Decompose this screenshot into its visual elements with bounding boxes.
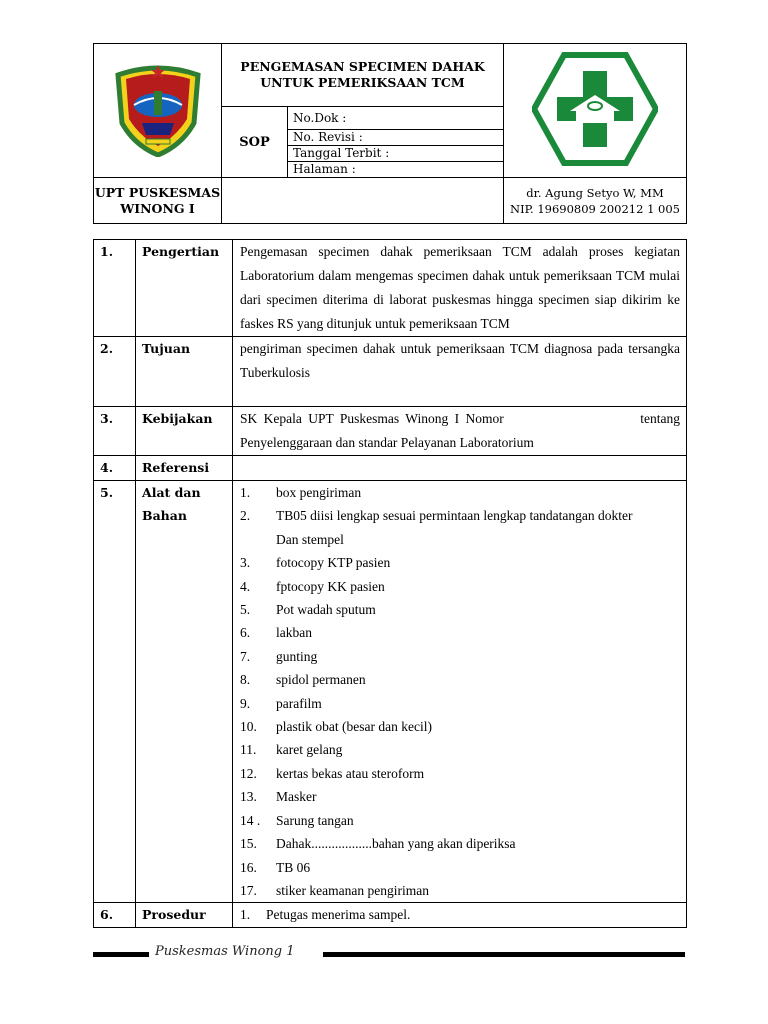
section-label: Prosedur [136, 903, 233, 928]
puskesmas-logo-icon [532, 51, 658, 167]
list-item-text: Sarung tangan [276, 812, 354, 828]
list-item-text: box pengiriman [276, 485, 362, 500]
list-item-text: kertas bekas atau steroform [276, 765, 425, 781]
table-row [94, 903, 687, 928]
section-label: Referensi [136, 456, 233, 481]
table-row [94, 337, 687, 407]
footer-rule-right [323, 952, 685, 957]
list-item [240, 785, 680, 808]
table-row [94, 407, 687, 456]
section-label: Alat dan Bahan [136, 481, 233, 903]
regency-logo-cell [94, 44, 222, 178]
section-number: 2. [94, 337, 136, 407]
section-text: Pengemasan specimen dahak pemeriksaan TCM adalah proses kegiatan Laboratorium dalam mengemas specimen dahak untuk pemeriksaan TCM mulai dari specimen diterima di laborat puskesmas hingga specimen siap dikirim ke faskes RS yang ditunjuk untuk pemeriksaan TCM [233, 240, 687, 337]
section-list [233, 481, 687, 903]
list-item-number: 2. [240, 508, 251, 524]
list-item-text: plastik obat (besar dan kecil) [276, 719, 432, 735]
list-item-text: stiker keamanan pengiriman [276, 882, 429, 898]
materials-list [240, 481, 680, 902]
list-item [240, 668, 680, 691]
list-item-number: 13. [240, 789, 257, 805]
list-item [240, 645, 680, 668]
list-item-text: fotocopy KTP pasien [276, 555, 391, 571]
list-item-number: 9. [240, 695, 251, 711]
table-row [94, 240, 687, 337]
empty-cell [222, 178, 504, 224]
footer-rule-left [93, 952, 149, 957]
list-item [240, 879, 680, 902]
page-footer [93, 940, 687, 968]
section-label: Pengertian [136, 240, 233, 337]
section-text [233, 456, 687, 481]
list-item-text: Dahak..................bahan yang akan diperiksa [276, 836, 516, 852]
list-item-text: lakban [276, 625, 312, 641]
list-item [240, 856, 680, 879]
meta-no-dok: No.Dok : [288, 107, 504, 130]
signatory-name: dr. Agung Setyo W, MM [526, 185, 664, 200]
list-item [240, 621, 680, 644]
list-item-text: TB 06 [276, 859, 311, 875]
list-item-text: Dan stempel [276, 531, 344, 547]
organization-name: UPT PUSKESMAS WINONG I [94, 178, 222, 224]
list-item-text: fptocopy KK pasien [276, 578, 385, 594]
list-item [240, 575, 680, 598]
list-item-number: 17. [240, 882, 257, 898]
signatory-nip: NIP. 19690809 200212 1 005 [510, 201, 680, 216]
list-item-text: karet gelang [276, 742, 343, 758]
list-item [240, 832, 680, 855]
list-item-number: 5. [240, 602, 251, 618]
list-item-number: 1. [240, 485, 251, 500]
list-item-text: gunting [276, 648, 318, 664]
puskesmas-logo-cell [504, 44, 687, 178]
list-item-number: 7. [240, 648, 251, 664]
list-item [240, 481, 680, 504]
sop-label: SOP [222, 107, 288, 178]
policy-line-1: SK Kepala UPT Puskesmas Winong I Nomor [240, 411, 504, 426]
list-item-number: 15. [240, 836, 257, 852]
regency-emblem-icon [112, 61, 204, 157]
list-item [240, 762, 680, 785]
footer-text: Puskesmas Winong 1 [155, 944, 295, 959]
section-text [233, 407, 687, 456]
list-item-text: parafilm [276, 695, 322, 711]
list-item-text: Masker [276, 789, 317, 805]
list-item [240, 692, 680, 715]
section-number: 1. [94, 240, 136, 337]
sop-content-table [93, 239, 687, 928]
section-text: pengiriman specimen dahak untuk pemeriksaan TCM diagnosa pada tersangka Tuberkulosis [233, 337, 687, 407]
section-text [233, 903, 687, 928]
list-item [240, 528, 680, 551]
list-item [240, 809, 680, 832]
list-item-text: spidol permanen [276, 672, 366, 688]
procedure-step-number: 1. [240, 907, 251, 923]
table-row [94, 456, 687, 481]
table-row [94, 481, 687, 903]
list-item-number [240, 528, 266, 551]
document-title: PENGEMASAN SPECIMEN DAHAK UNTUK PEMERIKSAAN TCM [222, 44, 504, 107]
meta-tanggal-terbit: Tanggal Terbit : [288, 146, 504, 162]
policy-line-2: Penyelenggaraan dan standar Pelayanan Laboratorium [240, 435, 534, 450]
section-label: Tujuan [136, 337, 233, 407]
list-item-number: 3. [240, 555, 251, 571]
list-item-number: 10. [240, 719, 257, 735]
section-number: 3. [94, 407, 136, 456]
section-number: 4. [94, 456, 136, 481]
list-item [240, 738, 680, 761]
list-item-text: TB05 diisi lengkap sesuai permintaan lengkap tandatangan dokter [276, 508, 633, 524]
signatory-block [504, 178, 687, 224]
list-item [240, 504, 680, 527]
procedure-step-text: Petugas menerima sampel. [266, 907, 411, 923]
list-item [240, 551, 680, 574]
list-item-number: 16. [240, 859, 257, 875]
list-item-number: 6. [240, 625, 251, 641]
section-number: 6. [94, 903, 136, 928]
list-item-number: 8. [240, 672, 251, 688]
list-item-number: 12. [240, 765, 257, 781]
header-table [93, 43, 687, 224]
section-number: 5. [94, 481, 136, 903]
list-item [240, 598, 680, 621]
list-item-number: 4. [240, 578, 251, 594]
policy-line-1-right: tentang [640, 411, 680, 426]
list-item-number: 14 . [240, 812, 261, 828]
list-item-number: 11. [240, 742, 257, 758]
list-item-text: Pot wadah sputum [276, 602, 376, 618]
meta-halaman: Halaman : [288, 162, 504, 178]
list-item [240, 715, 680, 738]
section-label: Kebijakan [136, 407, 233, 456]
meta-no-revisi: No. Revisi : [288, 130, 504, 146]
